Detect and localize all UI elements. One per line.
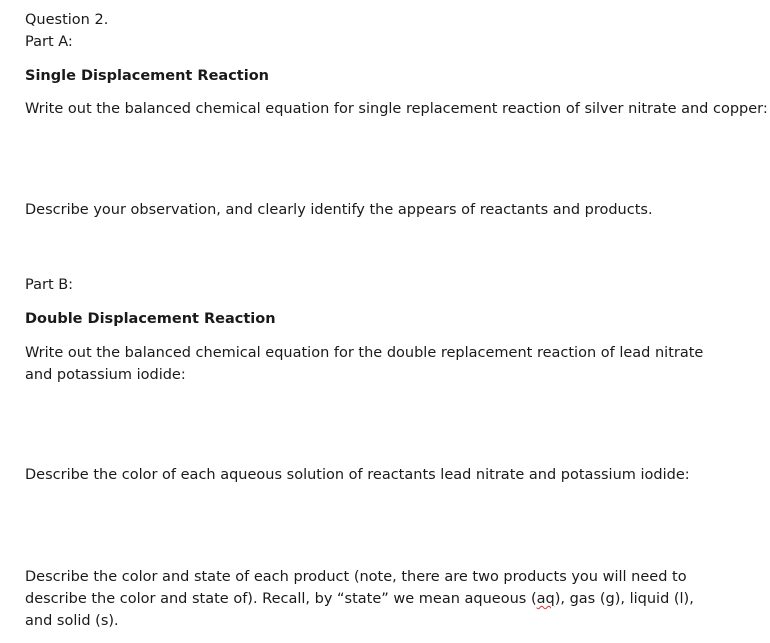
question-title: Question 2. [25,12,109,28]
part-b-label: Part B: [25,277,74,293]
products-prompt-end: ), gas (g), liquid (l), and solid (s). [25,591,694,629]
part-a-heading: Single Displacement Reaction [25,68,269,84]
products-prompt-start: Describe the color and state of each product (note, there are two products you will need to describe the color and state of). Recall, by “state” we mean aqueous ( [25,569,687,607]
part-a-equation-prompt: Write out the balanced chemical equation for single replacement reaction of silver nitrate and copper: [25,101,768,117]
part-b-equation-prompt: Write out the balanced chemical equation for the double replacement reaction of lead nitrate and potassium iodide: [25,345,704,383]
part-a-label: Part A: [25,34,73,50]
spellcheck-aq: aq [536,591,555,607]
part-b-color-prompt: Describe the color of each aqueous solution of reactants lead nitrate and potassium iodide: [25,467,690,483]
part-b-products-prompt [25,566,725,632]
part-b-heading: Double Displacement Reaction [25,311,276,327]
part-a-observation-prompt: Describe your observation, and clearly identify the appears of reactants and products. [25,202,653,218]
